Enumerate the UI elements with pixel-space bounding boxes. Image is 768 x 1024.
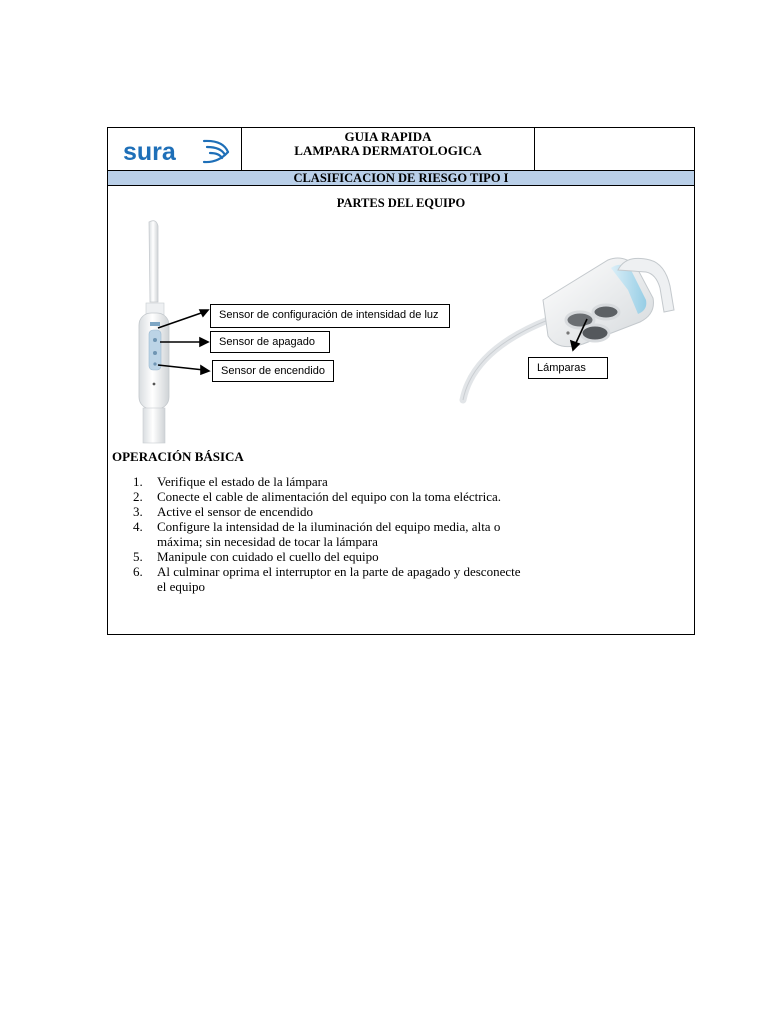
callout-off-sensor: Sensor de apagado (210, 331, 330, 353)
callout-intensity-sensor: Sensor de configuración de intensidad de luz (210, 304, 450, 328)
logo-wings-icon (204, 141, 228, 162)
step-text: Manipule con cuidado el cuello del equipo (157, 549, 379, 564)
list-item (133, 474, 523, 489)
list-item (133, 564, 523, 594)
title-cell (242, 128, 535, 170)
logo-text: sura (123, 138, 176, 166)
logo-cell (108, 128, 242, 170)
step-text: Configure la intensidad de la iluminación del equipo media, alta o máxima; sin necesidad de tocar la lámpara (157, 519, 501, 549)
risk-classification: CLASIFICACION DE RIESGO TIPO I (108, 171, 694, 186)
step-number: 1. (133, 474, 143, 489)
step-number: 5. (133, 549, 143, 564)
operation-steps-list (133, 474, 523, 594)
sura-logo (108, 128, 241, 170)
step-number: 3. (133, 504, 143, 519)
step-text: Conecte el cable de alimentación del equipo con la toma eléctrica. (157, 489, 501, 504)
step-text: Al culminar oprima el interruptor en la parte de apagado y desconecte el equipo (157, 564, 521, 594)
step-number: 2. (133, 489, 143, 504)
list-item (133, 519, 523, 549)
operation-title: OPERACIÓN BÁSICA (112, 449, 244, 464)
document-header (108, 128, 694, 171)
arrow-lamps (563, 315, 603, 355)
quick-guide-document (107, 127, 695, 635)
list-item (133, 549, 523, 564)
step-text: Active el sensor de encendido (157, 504, 313, 519)
step-number: 6. (133, 564, 143, 579)
step-number: 4. (133, 519, 143, 534)
list-item (133, 504, 523, 519)
step-text: Verifique el estado de la lámpara (157, 474, 328, 489)
guide-title: GUIA RAPIDA (344, 129, 432, 144)
callout-lamps: Lámparas (528, 357, 608, 379)
parts-title: PARTES DEL EQUIPO (336, 196, 466, 210)
callout-on-sensor: Sensor de encendido (212, 360, 334, 382)
list-item (133, 489, 523, 504)
equipment-title: LAMPARA DERMATOLOGICA (294, 143, 482, 158)
